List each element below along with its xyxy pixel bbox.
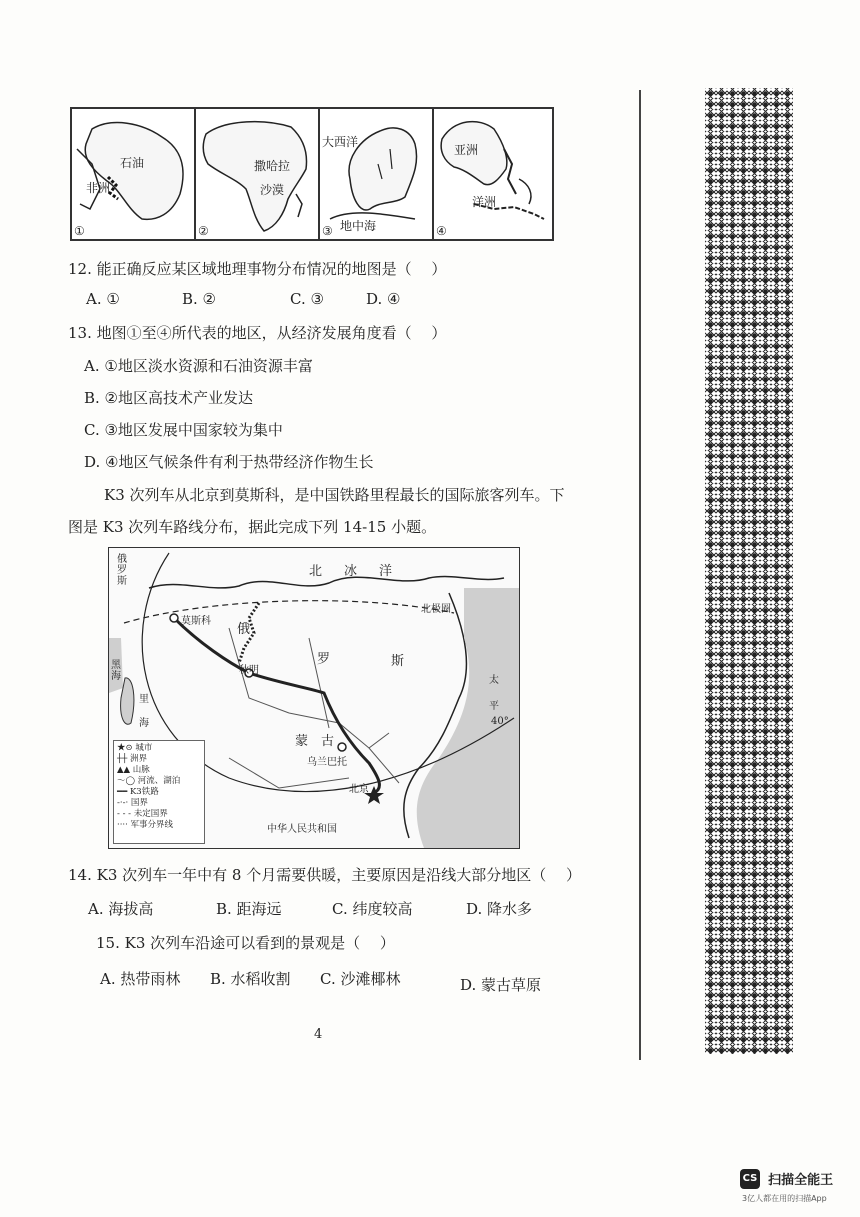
camscanner-logo-icon: CS <box>740 1169 760 1189</box>
panel-number: ② <box>198 224 209 238</box>
k3-route-map <box>108 547 520 849</box>
label-china: 中华人民共和国 <box>267 824 337 835</box>
intro-line-2: 图是 K3 次列车路线分布，据此完成下列 14-15 小题。 <box>68 518 437 536</box>
label-beijing: 北京 <box>349 784 369 795</box>
label-luo: 罗 <box>317 652 331 667</box>
question-12-option-d: D. ④ <box>366 290 401 308</box>
question-15-option-a: A. 热带雨林 <box>100 970 181 988</box>
map-legend <box>113 740 205 844</box>
label-asia: 亚洲 <box>454 143 479 157</box>
panel-number: ③ <box>322 224 333 238</box>
label-desert: 沙漠 <box>260 183 285 197</box>
legend-undefined-border: - - - 未定国界 <box>117 809 168 819</box>
legend-national-border: -·-· 国界 <box>117 798 148 808</box>
label-africa: 非洲 <box>86 181 111 195</box>
map-panel-4 <box>434 109 552 239</box>
map-panel-2 <box>196 109 320 239</box>
label-ulaanbaatar: 乌兰巴托 <box>307 757 347 768</box>
security-pattern-strip <box>705 88 793 1054</box>
question-14-option-b: B. 距海远 <box>216 900 282 918</box>
map-shape-africa <box>196 109 318 239</box>
label-moscow: 莫斯科 <box>181 616 211 627</box>
page-number: 4 <box>314 1027 323 1042</box>
question-12-stem: 12. 能正确反应某区域地理事物分布情况的地图是（ ） <box>68 260 447 278</box>
question-13-option-b: B. ②地区高技术产业发达 <box>84 389 254 407</box>
question-12-option-c: C. ③ <box>290 290 324 308</box>
label-mediterranean: 地中海 <box>340 219 377 233</box>
label-russia-west: 俄 罗 斯 <box>117 554 127 587</box>
question-15-stem: 15. K3 次列车沿途可以看到的景观是（ ） <box>96 934 395 952</box>
question-15-option-d: D. 蒙古草原 <box>460 976 542 994</box>
question-14-option-a: A. 海拔高 <box>88 900 154 918</box>
watermark-subtitle: 3亿人都在用的扫描App <box>742 1194 827 1203</box>
legend-mountain: ▲▲ 山脉 <box>117 765 150 775</box>
label-caspian: 里 海 <box>139 694 149 729</box>
label-pacific: 太 平 <box>489 675 499 712</box>
legend-continent-border: ┼┼ 洲界 <box>117 754 147 764</box>
question-15-option-b: B. 水稻收割 <box>210 970 291 988</box>
question-12-option-b: B. ② <box>182 290 217 308</box>
label-latitude-40: 40° <box>491 716 509 727</box>
map-panel-3 <box>320 109 434 239</box>
label-russia-e: 俄 <box>237 622 251 637</box>
panel-number: ① <box>74 224 85 238</box>
question-14-stem: 14. K3 次列车一年中有 8 个月需要供暖，主要原因是沿线大部分地区（ ） <box>68 866 581 884</box>
label-mongolia: 蒙 古 <box>295 734 335 749</box>
legend-military-line: ···· 军事分界线 <box>117 820 174 830</box>
map-panel-1 <box>72 109 196 239</box>
label-arctic-circle: 北极圈 <box>421 604 451 615</box>
question-15-option-c: C. 沙滩椰林 <box>320 970 401 988</box>
intro-line-1: K3 次列车从北京到莫斯科，是中国铁路里程最长的国际旅客列车。下 <box>104 486 565 504</box>
label-si: 斯 <box>391 654 405 669</box>
question-13-option-c: C. ③地区发展中国家较为集中 <box>84 421 283 439</box>
label-oceania: 洋洲 <box>472 195 497 209</box>
label-black-sea: 黑 海 <box>111 660 121 682</box>
question-14-option-c: C. 纬度较高 <box>332 900 413 918</box>
label-oil: 石油 <box>120 156 145 170</box>
map-shape-southeast-asia <box>434 109 552 239</box>
legend-k3-railway: ━━ K3铁路 <box>117 787 159 797</box>
question-13-option-d: D. ④地区气候条件有利于热带经济作物生长 <box>84 453 374 471</box>
panel-number: ④ <box>436 224 447 238</box>
legend-river-lake: 〜◯ 河流、湖泊 <box>117 776 181 786</box>
label-atlantic: 大西洋 <box>322 135 359 149</box>
question-13-option-a: A. ①地区淡水资源和石油资源丰富 <box>84 357 313 375</box>
question-14-option-d: D. 降水多 <box>466 900 533 918</box>
question-12-option-a: A. ① <box>86 290 120 308</box>
legend-city: ★⊙ 城市 <box>117 743 153 753</box>
label-omsk: 秋明 <box>239 665 259 676</box>
binding-line <box>639 90 641 1060</box>
label-arctic-ocean: 北冰洋 <box>309 564 415 579</box>
label-sahara: 撒哈拉 <box>254 159 291 173</box>
watermark-title: 扫描全能王 <box>768 1173 834 1188</box>
question-13-stem: 13. 地图①至④所代表的地区，从经济发展角度看（ ） <box>68 324 447 342</box>
scanner-watermark <box>740 1168 834 1203</box>
map-shape-africa-middle-east <box>72 109 194 239</box>
regional-maps-strip <box>70 107 554 241</box>
